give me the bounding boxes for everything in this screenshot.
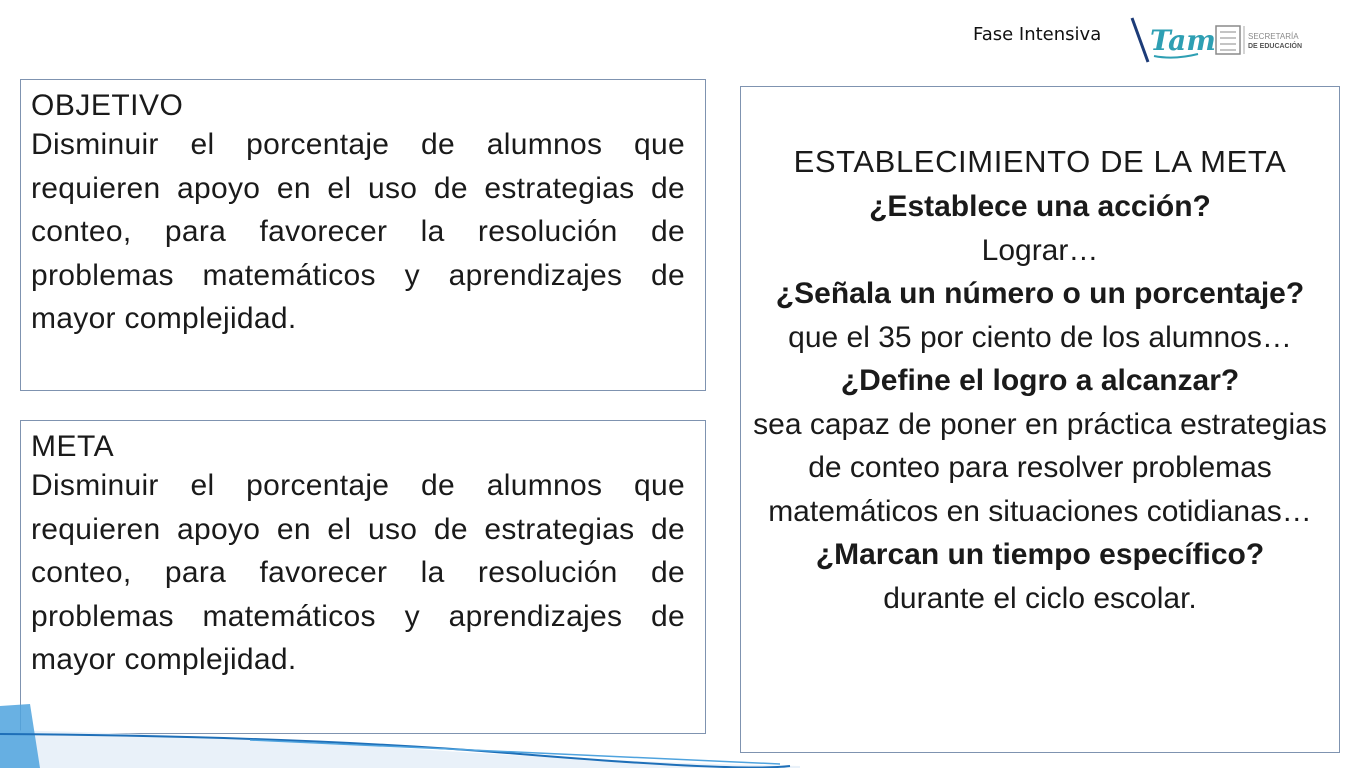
criterion-answer: durante el ciclo escolar. bbox=[883, 581, 1197, 615]
goal-setting-box bbox=[740, 86, 1340, 753]
objective-title: OBJETIVO bbox=[31, 89, 184, 122]
svg-text:Tam: Tam bbox=[1150, 24, 1216, 57]
criterion-question: ¿Marcan un tiempo específico? bbox=[815, 538, 1265, 571]
meta-title: META bbox=[31, 430, 115, 463]
header-label: Fase Intensiva bbox=[973, 24, 1102, 45]
criterion-answer: que el 35 por ciento de los alumnos… bbox=[788, 320, 1292, 354]
meta-box bbox=[20, 420, 706, 734]
objective-text: Disminuir el porcentaje de alumnos que requieren apoyo en el uso de estrategias de conteo, para favorecer la resolución de problemas matemáticos y aprendizajes de mayor complejidad. bbox=[31, 128, 685, 335]
svg-text:SECRETARÍA: SECRETARÍA bbox=[1248, 32, 1299, 41]
criterion-item bbox=[753, 359, 1327, 533]
svg-text:DE EDUCACIÓN: DE EDUCACIÓN bbox=[1248, 43, 1303, 50]
criterion-answer: sea capaz de poner en práctica estrategias de conteo para resolver problemas matemáticos en situaciones cotidianas… bbox=[753, 407, 1327, 528]
meta-text: Disminuir el porcentaje de alumnos que requieren apoyo en el uso de estrategias de conteo, para favorecer la resolución de problemas matemáticos y aprendizajes de mayor complejidad. bbox=[31, 469, 685, 676]
criterion-question: ¿Señala un número o un porcentaje? bbox=[775, 277, 1305, 310]
criterion-answer: Lograr… bbox=[981, 233, 1099, 267]
institution-logo bbox=[1128, 12, 1314, 68]
criterion-item bbox=[753, 185, 1327, 272]
criterion-item bbox=[753, 533, 1327, 620]
goal-setting-title: ESTABLECIMIENTO DE LA META bbox=[793, 144, 1287, 179]
criterion-question: ¿Define el logro a alcanzar? bbox=[840, 364, 1240, 397]
decorative-swoosh bbox=[0, 700, 800, 768]
criterion-item bbox=[753, 272, 1327, 359]
objective-box bbox=[20, 79, 706, 391]
criterion-question: ¿Establece una acción? bbox=[869, 190, 1211, 223]
